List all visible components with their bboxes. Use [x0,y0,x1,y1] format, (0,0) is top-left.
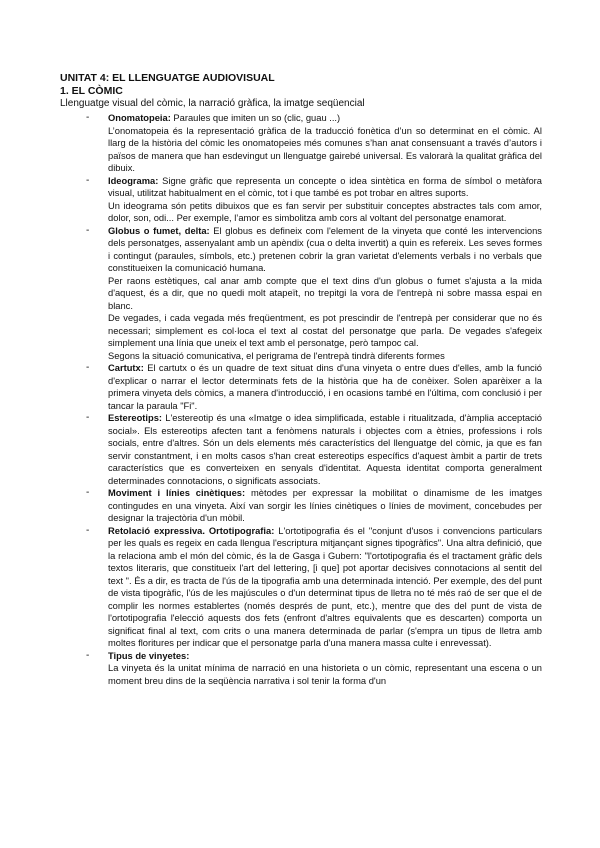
list-dash: - [86,487,90,498]
item-intro-text: El cartutx o és un quadre de text situat dins d'una vinyeta o entre dues d'elles, amb la funció d'explicar o narrar el lector determinats fets de la història que ha de conèixer. Solen aparèixer a la primera vinyeta dels còmics, a manera d'introducció, i en ocasions també en l'última, com conclusió i per tancar la paraula "Fi". [108,363,542,411]
list-item-body [108,175,542,225]
list-dash: - [86,412,90,423]
list-item-body [108,650,542,688]
list-item-body [108,362,542,412]
list-item-body [108,525,542,650]
list-item-onomatopeia [0,112,600,175]
list-dash: - [86,224,90,236]
item-term: Estereotips: [108,413,163,423]
item-intro-text: El globus es defineix com l'element de la vinyeta que conté les intervencions dels personatges, assenyalant amb un apèndix (cua o delta invertit) a quin es refereix. Les seves formes i contingut (paraules, símbols, etc.) pretenen cobrir la gran varietat d'elements verbals i no verbals que constitueixen la comunicació humana. [108,225,542,273]
section-subtitle: Llenguatge visual del còmic, la narració gràfica, la imatge seqüencial [60,98,365,109]
item-intro [108,525,542,650]
item-paragraph: Segons la situació comunicativa, el perigrama de l'entrepà tindrà diferents formes [108,350,445,361]
list-item-ideograma [0,175,600,225]
list-dash: - [86,649,90,661]
item-term: Cartutx: [108,363,144,373]
item-intro-text: mètodes per expressar la mobilitat o dinamisme de les imatges contingudes en una vinyeta. Així van sorgir les línies cinètiques o línies de moviment, concebudes per designar la trajectòria d'un mòbil. [108,488,542,523]
item-intro-text: L'estereotip és una «Imatge o idea simplificada, estable i ritualitzada, d'àmplia acceptació social». Els estereotips afecten tant a fenòmens naturals i objectes com a ètnies, professions i rols socials, entre d'altres. Són un dels elements més característics del llenguatge del còmic, ja que es fan servir constantment, i en molts casos s'han creat estereotips específics d'aquest àmbit a partir de trets característics que es converteixen en senyals d'identitat. Aquesta identitat comporta generalment determinades connotacions, o significats associats. [108,413,542,486]
item-intro [108,487,542,525]
item-intro [108,650,542,663]
item-term: Onomatopeia: [108,113,171,123]
section-title: 1. EL CÒMIC [60,85,123,97]
item-intro [108,225,542,275]
item-paragraph: L’onomatopeia és la representació gràfica de la traducció fonètica d’un so determinat en el còmic. Al llarg de la història del còmic les onomatopeies més comunes s’han anat consensuant a través d’autors i països de manera que han esdevingut un llenguatge gairebé universal. Es valorarà la qualitat gràfica del dibuix. [108,125,542,173]
list-dash: - [86,174,90,186]
item-intro [108,412,542,487]
item-paragraph: La vinyeta és la unitat mínima de narració en una historieta o un còmic, representant una escena o un moment breu dins de la seqüència narrativa i sol tenir la forma d'un [108,663,542,686]
list-item-globus [0,225,600,363]
item-term: Tipus de vinyetes: [108,650,190,661]
list-item-tipus-vinyetes [0,650,600,688]
item-intro-text: Paraules que imiten un so (clic, guau ...) [170,113,341,123]
document-title: UNITAT 4: EL LLENGUATGE AUDIOVISUAL [60,72,275,84]
item-term: Moviment i línies cinètiques: [108,488,246,498]
glossary-list [0,112,600,687]
item-paragraph: De vegades, i cada vegada més freqüentment, es pot prescindir de l'entrepà per considerar que no és necessari; simplement es col·loca el text al costat del personatge que parla. De vegades s'afegeix simplement una línia que uneix el text amb el personatge, però tampoc cal. [108,313,542,348]
item-intro-text: L'ortotipografia és el "conjunt d'usos i convencions particulars per les quals es regeix en cada llengua l'escriptura mitjançant signes tipogràfics". Una altra definició, que la relaciona amb el món del còmic, és la de Gasga i Gubern: "l'ortotipografia és el tractament gràfic dels textos literaris, que constitueix l'art del lettering, [i que] pot aportar decisives connotacions al sentit del text ". És a dir, es tracta de l'ús de la tipografia amb una determinada intenció. Per exemple, des del punt de vista tipogràfic, l'ús de les majúscules o d'un determinat tipus de lletra no té més raó de ser que el de complir les normes establertes (només després de punt, etc.), mentre que des del punt de vista de l'ortotipografia l'elecció aquests dos fets (enfront d'altres equivalents que es descarten) comporta un significat final al text, com crits o una manera determinada de parlar (s'empra un tipus de lletra amb moltes floritures per indicar que el personatge parla d'una manera massa culte i enrevessat). [108,525,542,648]
item-intro [108,362,542,412]
list-dash: - [86,112,90,123]
item-intro-text: Signe gràfic que representa un concepte o idea sintètica en forma de símbol o metàfora visual, utilitzat habitualment en el còmic, tot i que també es pot trobar en altres suports. [108,175,542,198]
item-paragraph: Un ideograma són petits dibuixos que es fan servir per substituir conceptes abstractes tals com amor, dolor, son, odi... Per exemple, l’amor es simbolitza amb cors al voltant del personatge enamorat. [108,200,542,223]
list-item-body [108,412,542,487]
item-paragraph: Per raons estètiques, cal anar amb compte que el text dins d'un globus o fumet s'ajusta a la mida d'aquest, és a dir, que no quedi molt atapeït, no trepitgi la vora de l'entrepà ni sobre massa espai en blanc. [108,275,542,311]
list-item-body [108,112,542,175]
list-item-estereotips [0,412,600,487]
list-item-moviment [0,487,600,525]
item-intro [108,112,542,125]
list-item-body [108,487,542,525]
item-intro [108,175,542,200]
list-dash: - [86,362,90,373]
list-item-cartutx [0,362,600,412]
item-term: Ideograma: [108,175,159,186]
list-dash: - [86,524,90,536]
item-term: Globus o fumet, delta: [108,225,210,236]
list-item-body [108,225,542,363]
item-term: Retolació expressiva. Ortotipografia: [108,525,275,536]
list-item-retolacio [0,525,600,650]
